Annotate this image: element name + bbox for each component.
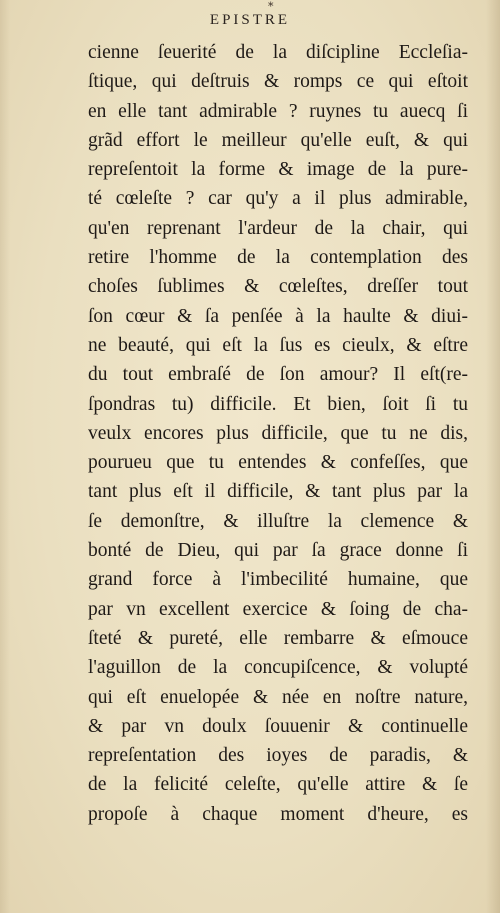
text-line: qu'en reprenant l'ardeur de la chair, qui xyxy=(88,217,468,239)
text-line: & par vn doulx ſouuenir & continuelle xyxy=(88,715,468,737)
text-line: retire l'homme de la contemplation des xyxy=(88,247,468,269)
text-line: qui eſt enuelopée & née en noſtre nature, xyxy=(88,686,468,708)
text-line: veulx encores plus difficile, que tu ne dis, xyxy=(88,422,468,444)
text-line: du tout embraſé de ſon amour? Il eſt(re- xyxy=(88,364,468,386)
page-left-shadow xyxy=(0,0,10,913)
text-line: ſon cœur & ſa penſée à la haulte & diui- xyxy=(88,305,468,327)
text-line: propoſe à chaque moment d'heure, es xyxy=(88,803,468,825)
text-line: choſes ſublimes & cœleſtes, dreſſer tout xyxy=(88,276,468,298)
text-line: ſtique, qui deſtruis & romps ce qui eſtoit xyxy=(88,71,468,93)
text-line: grãd effort le meilleur qu'elle euſt, & qui xyxy=(88,129,468,151)
text-line: bonté de Dieu, qui par ſa grace donne ſi xyxy=(88,540,468,562)
text-line: tant plus eſt il difficile, & tant plus par la xyxy=(88,481,468,503)
text-line: cienne ſeuerité de la diſcipline Eccleſia- xyxy=(88,42,468,63)
text-line: té cœleſte ? car qu'y a il plus admirable, xyxy=(88,188,468,210)
text-line: repreſentation des ioyes de paradis, & xyxy=(88,745,468,767)
text-line: par vn excellent exercice & ſoing de cha- xyxy=(88,598,468,620)
text-line: ne beauté, qui eſt la ſus es cieulx, & eſtre xyxy=(88,334,468,356)
ornament-mark: * xyxy=(268,0,274,13)
page-right-shadow xyxy=(486,0,500,913)
text-line: ſteté & pureté, elle rembarre & eſmouce xyxy=(88,627,468,649)
text-line: ſpondras tu) difficile. Et bien, ſoit ſi tu xyxy=(88,393,468,415)
text-line: grand force à l'imbecilité humaine, que xyxy=(88,569,468,591)
text-line: en elle tant admirable ? ruynes tu auecq ſi xyxy=(88,100,468,122)
running-head: EPISTRE xyxy=(209,12,291,28)
text-line: de la felicité celeſte, qu'elle attire & ſe xyxy=(88,774,468,796)
text-line: ſe demonſtre, & illuſtre la clemence & xyxy=(88,510,468,532)
body-text xyxy=(88,38,468,829)
text-line: pourueu que tu entendes & confeſſes, que xyxy=(88,452,468,474)
text-line: l'aguillon de la concupiſcence, & volupté xyxy=(88,657,468,679)
text-line: repreſentoit la forme & image de la pure- xyxy=(88,159,468,181)
